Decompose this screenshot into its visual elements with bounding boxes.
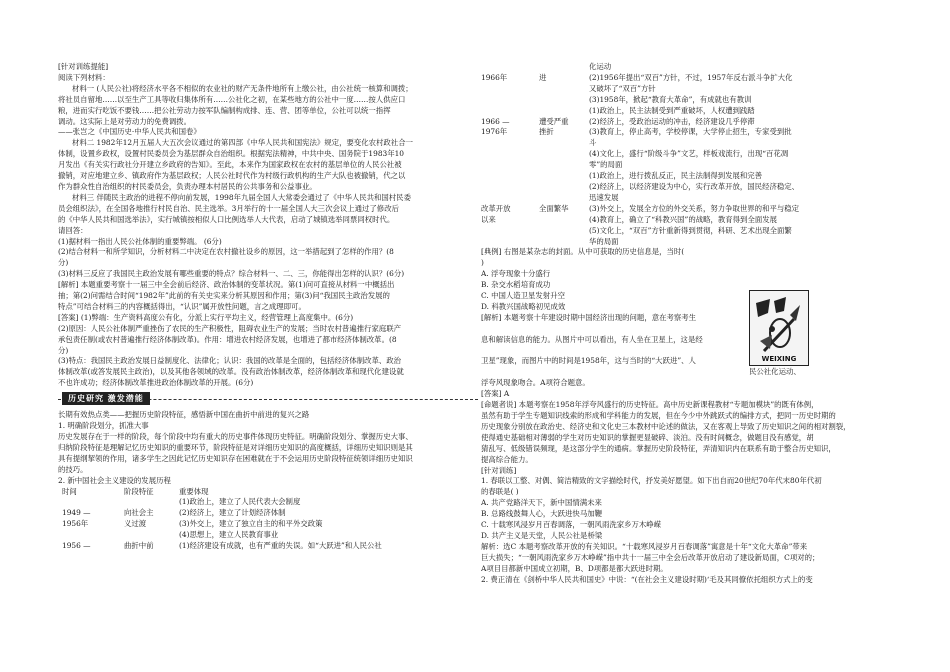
table-time-cell: 1956 — <box>62 541 91 551</box>
table-detail-cell: (3)外交上，建立了独立自主的和平外交政策 <box>179 519 323 529</box>
text-line: B. 总路线鼓舞人心，大跃进快马加鞭 <box>481 509 602 519</box>
text-line: 粮，进而实行吃饭不要钱……把公社劳动力按军队编制构成排、连、营、团等单位，公社可以统一指挥 <box>58 105 391 115</box>
text-line: 材料一 (人民公社)将经济水平各不相似的农业社的财产无条件地所有上缴公社，由公社统一核算和调拨； <box>72 83 413 93</box>
text-line: [命题者说] 本题考察在1958年浮夸风盛行的历史特征。高中历史新课程教材“专题加模块”的既有体例， <box>481 400 819 410</box>
training-section <box>58 62 478 389</box>
table-time-cell <box>481 138 539 149</box>
table-feature-cell <box>539 84 589 95</box>
table-feature-cell <box>124 497 179 508</box>
table-time-cell <box>62 530 124 541</box>
left-column <box>58 62 478 552</box>
text-line: 员会组织法》，在全国各地推行村民自治、民主选举。3月举行的十一届全国人大三次会议上通过了修改后 <box>58 203 399 213</box>
text-line: [解析] 本题重要考察十一届三中全会前后经济、政治体制的变革状况。第(1)问可直接从材料一中概括出 <box>58 280 395 290</box>
text-line: 历史发展存在于一样的阶段，每个阶段中均有重大的历史事件体现历史特征。明确阶段划分、掌握历史大事、 <box>58 432 413 441</box>
text-line: 猜乱写、低级错误频现，是这部分学生的通病。掌握历史阶段特征，弄清知识内在联系有助于整合历史知识， <box>481 443 836 453</box>
table-time-cell: 以来 <box>481 214 496 224</box>
text-line: ) <box>481 258 484 268</box>
table-feature-cell: 遭受严重 <box>539 116 569 126</box>
text-line: C. 十载寒风浸岁月百春调落，一朝风雨洗家乡万木峥嵘 <box>481 520 662 530</box>
table-feature-cell: 向社会主 <box>124 508 154 518</box>
table-time-cell: 1966 — <box>481 116 510 126</box>
text-line: 将社员自留地……以至生产工具等收归集体所有……公社化之初，在某些地方的公社中一度……按人供应口 <box>58 94 406 104</box>
table-detail-cell: (4)文化上，盛行“阶级斗争”文艺，样板戏流行，出现“百花凋 <box>589 149 789 159</box>
text-line: 1. 明确阶段划分，抓准大事 <box>58 421 149 431</box>
text-line: 不也许成功；经济体制改革推进政治体制改革的开展。(6分) <box>58 378 254 388</box>
text-line: [答案] (1)弊端：生产资料高度公有化，分派上实行平均主义，经营管理上高度集中。(6分) <box>58 312 354 322</box>
table-time-cell <box>481 160 539 171</box>
table-detail-cell: (1)政治上，建立了人民代表大会制度 <box>179 497 301 507</box>
table-time-cell <box>481 95 539 106</box>
text-line: 分) <box>58 345 69 355</box>
table-detail-cell: 零”的局面 <box>589 160 623 170</box>
table-detail-cell: (2)1956年提出“双百”方针，不过，1957年反右派斗争扩大化 <box>589 72 793 82</box>
text-line: D. 共产主义是天堂，人民公社是桥梁 <box>481 530 603 540</box>
table-feature-cell: 进 <box>539 72 547 82</box>
table-header-cell: 阶段特征 <box>124 486 154 496</box>
table-feature-cell <box>124 530 179 541</box>
magazine-cover-figure <box>749 290 809 366</box>
table-feature-cell <box>539 226 589 237</box>
text-line: (1)据材料一指出人民公社体制的重要弊端。 (6分) <box>58 236 222 246</box>
hotspot-section <box>58 410 478 486</box>
table-detail-cell: (2)经济上，受政治运动的冲击，经济建设几乎停滞 <box>589 116 755 126</box>
text-line: 长期有效热点类——把握历史阶段特征，感悟新中国在曲折中前进的复兴之路 <box>58 410 310 420</box>
table-time-cell <box>481 237 539 248</box>
table-detail-cell: (3)1958年，掀起“教育大革命”，有成就也有教训 <box>589 94 752 104</box>
table-feature-cell: 曲折中前 <box>124 541 154 551</box>
table-header-cell: 重要体现 <box>179 486 209 496</box>
table-time-cell <box>481 84 539 95</box>
table-feature-cell <box>539 95 589 106</box>
text-line: 解析：选C 本题考察改革开放的有关知识。“十载寒风浸岁月百春调落”寓意是十年“文化大革命”带来 <box>481 541 808 551</box>
text-line: 请回答： <box>58 225 88 235</box>
text-line: D. 科教兴国战略初见成效 <box>481 301 566 311</box>
table-feature-cell: 全面繁华 <box>539 203 569 213</box>
text-line: 调动。这实际上是对劳动力的免费调拨。 <box>58 116 192 126</box>
text-line: (3)材料三反应了我国民主政治发展有哪些重要的特点？综合材料一、二、三，你能得出怎样的认识？(6分) <box>58 269 405 279</box>
text-line: 的技巧。 <box>58 464 88 474</box>
text-line: [典例] 右图是某杂志的封面。从中可获取的历史信息是，当时( <box>481 247 685 257</box>
table-time-cell <box>62 497 124 508</box>
table-detail-cell: (4)教育上，确立了“科教兴国”的战略，教育得到全面发展 <box>589 214 778 224</box>
table-feature-cell <box>539 193 589 204</box>
text-line: 虽然有助于学生专题知识线索的形成和学科能力的发展，但在今少中外跳跃式的编排方式，把同一历史时期的 <box>481 411 836 420</box>
table-detail-cell: (1)政治上，进行拨乱反正，民主法制得到发展和完善 <box>589 171 763 181</box>
text-line: 1. 春联以工整、对偶、简洁精致的文字描绘时代，抒发美好愿望。如下出自而20世纪70年代末80年代初 <box>481 476 822 486</box>
section-banner <box>58 392 478 406</box>
text-line: 分) <box>58 258 69 268</box>
table-time-cell <box>481 182 539 193</box>
text-line: 的《中华人民共和国选举法》，实行城镇按相似人口比例选举人大代表，启动了城镇选举同票同权时代。 <box>58 214 395 224</box>
table-time-cell <box>481 226 539 237</box>
table-feature-cell <box>539 215 589 226</box>
table-detail-cell: (4)思想上，建立人民教育事业 <box>179 530 279 540</box>
table-time-cell <box>481 193 539 204</box>
text-line: 息和解读信息的能力。从图片中可以看出，有人坐在卫星上，这是经 <box>481 334 703 344</box>
text-line: 材料三 伴随民主政治的进程不停向前发展，1998年九届全国人大常委会通过了《中华人民共和国村民委 <box>72 192 411 202</box>
text-line: 的春联是( ) <box>481 487 519 497</box>
text-line: 月发出《有关实行政社分开建立乡政府的告知》。至此，本来作为国家政权在农村的基层单位的人民公社被 <box>58 160 402 170</box>
text-line: 卫星”现象，而图片中的时间是1958年，这与当时的“大跃进”、人 <box>481 356 696 366</box>
table-detail-cell: (2)经济上，建立了计划经济体制 <box>179 508 286 518</box>
table-feature-cell <box>539 160 589 171</box>
text-line: (2)结合材料一和所学知识，分析材料二中决定在农村撤社设乡的原因，这一举措起到了怎样的作用？(8 <box>58 247 394 257</box>
table-detail-cell: (5)文化上，“双百”方针重新得到贯彻，科研、艺术出现全面繁 <box>589 225 792 235</box>
table-detail-cell: 斗 <box>589 138 597 148</box>
text-line: [针对训练] <box>481 465 517 475</box>
table-time-cell <box>481 171 539 182</box>
text-line: 承包责任制(或农村普遍推行经济体制改革)。作用：增进农村经济发展，也增进了都市经济体制改革。(8 <box>58 334 397 344</box>
table-header-cell: 时间 <box>62 486 77 496</box>
table-feature-cell <box>539 171 589 182</box>
text-line: 2. 费正清在《剑桥中华人民共和国史》中说：“(在社会主义建设时期)‘毛及其同僚依托组织方式上的变 <box>481 574 813 584</box>
text-line: B. 杂交水稻培育成功 <box>481 280 551 290</box>
figure-label: WEIXING <box>761 355 797 363</box>
development-table <box>62 487 478 552</box>
text-line: 体制改革(或答发展民主政治)，以及其他各领域的改革。没有政治体制改革，经济体制改革和现代化建设就 <box>58 367 404 377</box>
table-time-cell: 1956年 <box>62 519 89 529</box>
text-line: [针对训练提能] <box>58 62 109 71</box>
table-detail-cell: 迅速发展 <box>589 192 619 202</box>
table-feature-cell <box>539 138 589 149</box>
table-detail-cell: (3)教育上，停止高考，学校停课，大学停止招生，专家受到批 <box>589 127 792 137</box>
text-line: 材料二 1982年12月五届人大五次会议通过的第四部《中华人民共和国宪法》规定，要变化农村政社合一 <box>72 138 413 148</box>
banner-title: 历史研究 激发潜能 <box>62 392 150 405</box>
table-feature-cell <box>539 149 589 160</box>
text-line: 撤销，对应地建立乡、镇政府作为基层政权；人民公社时代作为村级行政机构的生产大队也被撤销，代之以 <box>58 171 406 181</box>
table-time-cell: 1976年 <box>481 127 508 137</box>
text-line: A项目目都新中国成立初期，B、D项都是都大跃进时期。 <box>481 563 668 573</box>
example-section <box>481 247 901 585</box>
text-line: (3)特点：我国民主政治发展日益制度化、法律化；认识：我国的改革是全面的，包括经济体制改革、政治 <box>58 356 402 366</box>
text-line: 归纳阶段特征是理解记忆历史知识的重要环节，阶段特征是对详细历史知识的高度概括，详细历史知识则是其 <box>58 442 413 452</box>
text-line: 具有提纲挈领的作用，诸多学生之因此记忆历史知识存在困难就在于不会运用历史阶段特征统领详细历史知识 <box>58 453 413 463</box>
text-line: 阅读下列材料： <box>58 72 110 82</box>
text-line: A. 共产党路洋天下，新中国情满未来 <box>481 498 602 508</box>
table-time-cell: 改革开放 <box>481 203 511 213</box>
table-detail-cell: 华的局面 <box>589 236 619 246</box>
table-time-cell <box>481 62 539 73</box>
table-feature-cell <box>539 62 589 73</box>
table-feature-cell <box>539 106 589 117</box>
text-line: 特点”可结合材料三的内容概括得出，“认识”属开放性问题，言之成理即可。 <box>58 301 306 311</box>
table-detail-cell: 又破坏了“双百”方针 <box>589 83 656 93</box>
table-detail-cell: (1)经济建设有成就，也有严重的失误。如“大跃进”和人民公社 <box>179 541 382 551</box>
text-line: 抽；第(2)问需结合时间“1982年”此前的有关史实来分析其原因和作用；第(3)问“我国民主政治发展的 <box>58 291 390 301</box>
text-line: 历史现象分别放在政治史、经济史和文化史三本教材中论述的做法，又在客观上导致了历史知识之间的相对割裂， <box>481 421 851 431</box>
table-feature-cell: 义过渡 <box>124 519 147 529</box>
table-feature-cell <box>539 237 589 248</box>
table-feature-cell: 挫折 <box>539 127 554 137</box>
table-detail-cell: (2)经济上，以经济建设为中心，实行改革开放，国民经济稳定、 <box>589 181 800 191</box>
table-detail-cell: (1)政治上，民主法制受到严重破坏，人权遭到践踏 <box>589 105 755 115</box>
table-detail-cell: 化运动 <box>589 62 612 71</box>
table-time-cell <box>481 106 539 117</box>
table-feature-cell <box>539 182 589 193</box>
text-line: 提高综合能力。 <box>481 454 533 464</box>
text-line: 使得通史基础相对薄弱的学生对历史知识的掌握更显破碎、淡泊。没有时间概念，做题目没有感觉，胡 <box>481 432 814 442</box>
text-line: 浮夸风现象吻合。A项符合题意。 <box>481 378 590 388</box>
text-line: 民公社化运动、 <box>749 367 801 377</box>
table-time-cell <box>481 149 539 160</box>
table-detail-cell: (3)外交上，发展全方位的外交关系，努力争取世界的和平与稳定 <box>589 203 800 213</box>
text-line: A. 浮夸现象十分盛行 <box>481 269 551 279</box>
text-line: C. 中国人造卫星发射升空 <box>481 291 565 301</box>
development-table-continued <box>481 62 901 247</box>
table-time-cell: 1949 — <box>62 508 91 518</box>
right-column <box>481 62 901 586</box>
text-line: [解析] 本题考察十年建设时期中国经济出现的问题，意在考察考生 <box>481 312 697 322</box>
text-line: 2. 新中国社会主义建设的发展历程 <box>58 475 171 485</box>
table-time-cell: 1966年 <box>481 72 508 82</box>
text-line: ——张岂之《中国历史·中华人民共和国卷》 <box>58 127 201 137</box>
text-line: [答案] A <box>481 389 510 399</box>
text-line: 巨大损失；“一朝风雨洗家乡万木峥嵘”指中共十一届三中全会后改革开放启动了建设新局面，C项对的； <box>481 552 820 562</box>
text-line: 作为群众性自治组织的村民委员会，负责办理本村居民的公共事务和公益事业。 <box>58 181 317 191</box>
text-line: (2)原因：人民公社体制严重挫伤了农民的生产积极性，阻碍农业生产的发展；当时农村普遍推行家庭联产 <box>58 323 402 333</box>
text-line: 体制，设置乡政权，设置村民委员会为基层群众自治组织。根据宪法精神，中共中央、国务院于1983年10 <box>58 149 405 159</box>
